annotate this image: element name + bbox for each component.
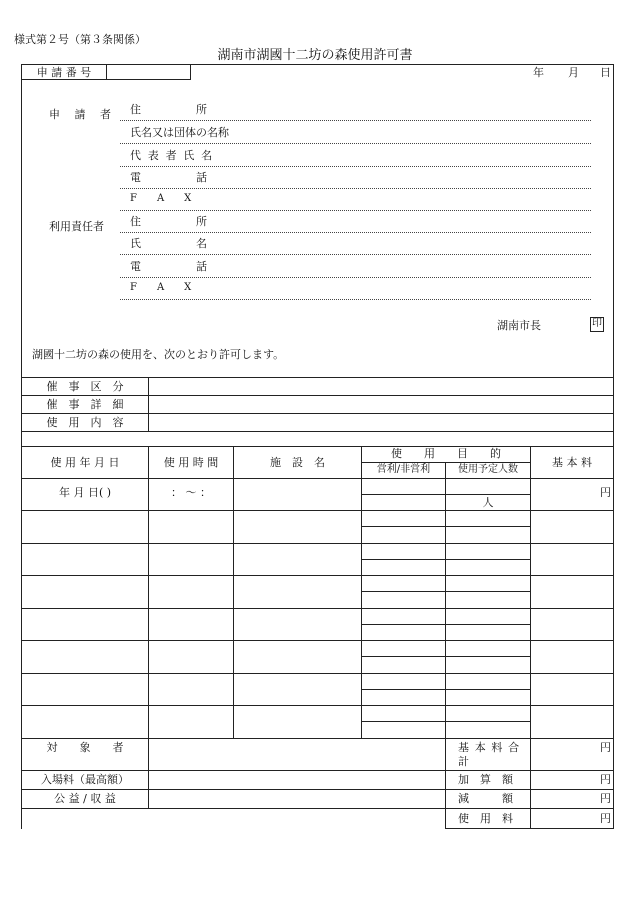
applicant-fax-field[interactable]	[120, 210, 591, 211]
applicant-fax-label: F A X	[130, 193, 192, 204]
public-profit-field[interactable]	[149, 790, 445, 808]
table-row[interactable]	[22, 706, 613, 738]
usage-fee-label: 使 用 料	[458, 812, 513, 825]
manager-address-field[interactable]	[120, 232, 591, 233]
col-usage-purpose: 使 用 目 的	[391, 447, 501, 460]
public-profit-label: 公 益 / 収 益	[54, 792, 116, 805]
date-day: 日	[600, 66, 611, 79]
event-category-label: 催 事 区 分	[46, 380, 124, 393]
people-unit: 人	[482, 496, 494, 509]
applicant-section-label: 申 請 者	[49, 108, 117, 121]
applicant-address-field[interactable]	[120, 120, 591, 121]
table-row[interactable]	[22, 479, 613, 510]
surcharge-yen[interactable]: 円	[600, 773, 611, 786]
manager-address-label: 住 所	[130, 215, 207, 228]
applicant-name-field[interactable]	[120, 143, 591, 144]
usage-top	[21, 446, 614, 447]
target-field[interactable]	[149, 739, 445, 770]
col-facility-name: 施 設 名	[270, 456, 325, 469]
usage-content-field[interactable]	[149, 414, 613, 431]
manager-name-label: 氏 名	[130, 237, 207, 250]
manager-phone-field[interactable]	[120, 277, 591, 278]
table-row[interactable]	[22, 544, 613, 575]
appno-right	[190, 64, 191, 79]
applicant-representative-label: 代 表 者 氏 名	[130, 149, 214, 162]
event-details-label: 催 事 詳 細	[46, 398, 124, 411]
usage-content-label: 使 用 内 容	[46, 416, 124, 429]
first-row-time[interactable]: ： ～ ：	[171, 486, 211, 499]
footer-bottom-right	[445, 828, 614, 829]
reduction-label: 減 額	[458, 792, 513, 805]
reduction-yen[interactable]: 円	[600, 792, 611, 805]
table-row[interactable]	[22, 576, 613, 608]
applicant-phone-label: 電 話	[130, 171, 207, 184]
target-label: 対 象 者	[46, 741, 124, 754]
appno-bottom	[21, 79, 191, 80]
table-row[interactable]	[22, 641, 613, 673]
manager-phone-label: 電 話	[130, 260, 207, 273]
manager-fax-field[interactable]	[120, 299, 591, 300]
col-expected-people: 使用予定人数	[458, 464, 518, 475]
base-fee-unit: 円	[600, 486, 611, 499]
date-month: 月	[568, 66, 579, 79]
permit-statement: 湖國十二坊の森の使用を、次のとおり許可します。	[32, 348, 285, 361]
mayor-label: 湖南市長	[497, 319, 541, 332]
table-row[interactable]	[22, 511, 613, 543]
admission-label: 入場料（最高額）	[41, 773, 129, 786]
manager-fax-label: F A X	[130, 282, 192, 293]
surcharge-label: 加 算 額	[458, 773, 513, 786]
applicant-representative-field[interactable]	[120, 166, 591, 167]
base-total-label-2: 計	[458, 755, 469, 768]
col-profit-type: 営利/非営利	[376, 464, 431, 475]
col-base-fee: 基 本 料	[552, 456, 592, 469]
manager-section-label: 利用責任者	[49, 220, 104, 233]
base-total-label: 基 本 料 合	[458, 741, 521, 754]
col-usage-time: 使 用 時 間	[163, 456, 219, 469]
admission-field[interactable]	[149, 771, 445, 789]
usage-fee-yen[interactable]: 円	[600, 812, 611, 825]
event-details-field[interactable]	[149, 396, 613, 413]
footer-divider-mid	[445, 738, 446, 828]
base-total-yen[interactable]: 円	[600, 741, 611, 754]
first-row-date[interactable]: 年 月 日( )	[58, 486, 112, 499]
event-line-3	[21, 431, 614, 432]
col-usage-date: 使 用 年 月 日	[50, 456, 120, 469]
document-title: 湖南市湖國十二坊の森使用許可書	[217, 48, 413, 63]
applicant-address-label: 住 所	[130, 103, 207, 116]
application-number-label: 申 請 番 号	[36, 66, 92, 79]
date-year: 年	[533, 66, 544, 79]
footer-line-3	[21, 808, 614, 809]
application-number-field[interactable]	[107, 65, 190, 79]
event-category-field[interactable]	[149, 378, 613, 395]
manager-name-field[interactable]	[120, 254, 591, 255]
form-number: 様式第２号（第３条関係）	[14, 33, 146, 46]
table-row[interactable]	[22, 609, 613, 640]
applicant-name-label: 氏名又は団体の名称	[130, 126, 229, 139]
table-row[interactable]	[22, 674, 613, 705]
official-seal: 印	[590, 317, 604, 332]
applicant-phone-field[interactable]	[120, 188, 591, 189]
